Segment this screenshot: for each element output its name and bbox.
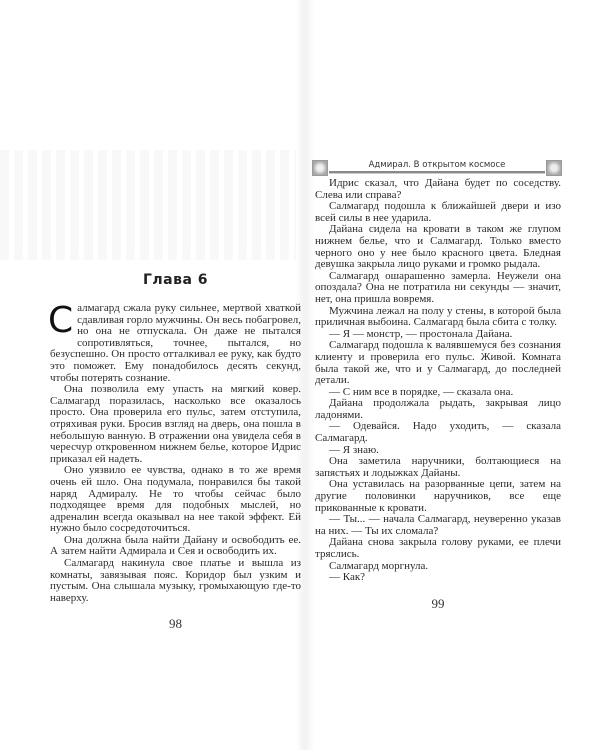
- chapter-title: Глава 6: [142, 272, 209, 288]
- ornament-icon: [312, 160, 328, 176]
- running-head: [312, 160, 562, 176]
- drop-cap: С: [48, 303, 74, 339]
- page-number-right: 99: [431, 595, 445, 611]
- paragraph: Идрис сказал, что Дайана будет по соседству. Слева или справа?: [315, 177, 561, 201]
- paragraph: Салмагард подошла к ближайшей двери и изо всей силы в нее ударила.: [315, 200, 561, 224]
- paragraph: — С ним все в порядке, — сказала она.: [329, 385, 514, 398]
- paragraph: Салмагард ошарашенно замерла. Неужели она опоздала? Она не потратила ни секунды — значит, нет, она пришла вовремя.: [315, 269, 561, 305]
- paragraph: — Я знаю.: [329, 443, 379, 456]
- first-paragraph: Салмагард сжала руку сильнее, мертвой хваткой сдавливая горло мужчины. Он весь побагровел, но она не отпускала. Он даже не пытался сопротивляться, точнее, пытался, но безуспешно. Он просто отталкивал ее руку, как будто это поможет. Ему понадобилось десять секунд, чтобы потерять сознание.: [48, 302, 301, 384]
- paragraph: Салмагард накинула свое платье и вышла из комнаты, завязывая пояс. Коридор был узким и пустым. Она слышала музыку, громыхающую где-то наверху.: [50, 557, 301, 604]
- paragraph: Дайана снова закрыла голову руками, ее плечи тряслись.: [315, 536, 561, 560]
- paragraph: Она должна была найти Дайану и освободить ее. А затем найти Адмирала и Сея и освободить их.: [50, 533, 301, 558]
- paragraph: — Как?: [329, 571, 366, 584]
- ornament-icon: [546, 160, 562, 176]
- page-number-left: 98: [169, 616, 182, 632]
- paragraph: — Одевайся. Надо уходить, — сказала Салмагард.: [315, 420, 561, 445]
- right-page-text: [315, 178, 561, 611]
- paragraph: Дайана сидела на кровати в таком же глупом нижнем белье, что и Салмагард. Только вместо черного оно у нее было красного цвета. Бледная девушка закрыла лицо руками и громко рыдала.: [315, 223, 561, 271]
- header-rule: [329, 171, 545, 174]
- paragraph: Она заметила наручники, болтающиеся на запястьях и лодыжках Дайаны.: [315, 455, 561, 479]
- paragraph: Салмагард моргнула.: [329, 559, 429, 572]
- paragraph: — Я — монстр, — простонала Дайана.: [329, 327, 513, 340]
- paragraph: Оно уязвило ее чувства, однако в то же время очень ей шло. Она подумала, понравился бы такой наряд Адмиралу. Не то чтобы сейчас было подходящее время для подобных мыслей, но адреналин всегда оказывал на нее такой эффект. Ей нужно было сосредоточиться.: [50, 464, 301, 535]
- running-head-title: Адмирал. В открытом космосе: [368, 160, 506, 170]
- right-page-paragraphs: [315, 178, 561, 584]
- left-page-text: [50, 303, 301, 631]
- paragraph: Мужчина лежал на полу у стены, в которой была приличная выбоина. Салмагард была сбита с толку.: [315, 304, 561, 329]
- paragraph: Салмагард подошла к валявшемуся без сознания клиенту и проверила его пульс. Живой. Комната была такой же, что и у Салмагард, до последней детали.: [315, 339, 561, 387]
- paragraph: — Ты... — начала Салмагард, неуверенно указав на них. — Ты их сломала?: [315, 513, 561, 537]
- paragraph: Она уставилась на разорванные цепи, затем на другие половинки наручников, все еще прикованные к кровати.: [315, 478, 561, 514]
- paragraph: Она позволила ему упасть на мягкий ковер. Салмагард поразилась, насколько все оказалось просто. Она проверила его пульс, затем отступила, отряхивая руки. Бросив взгляд на дверь, она пошла в небольшую ванную. В отражении она увидела себя в чересчур откровенном нижнем белье, которое Идрис приказал ей надеть.: [50, 383, 301, 465]
- show-through-bleed: [0, 150, 300, 260]
- paragraph: Дайана продолжала рыдать, закрывая лицо ладонями.: [315, 397, 561, 421]
